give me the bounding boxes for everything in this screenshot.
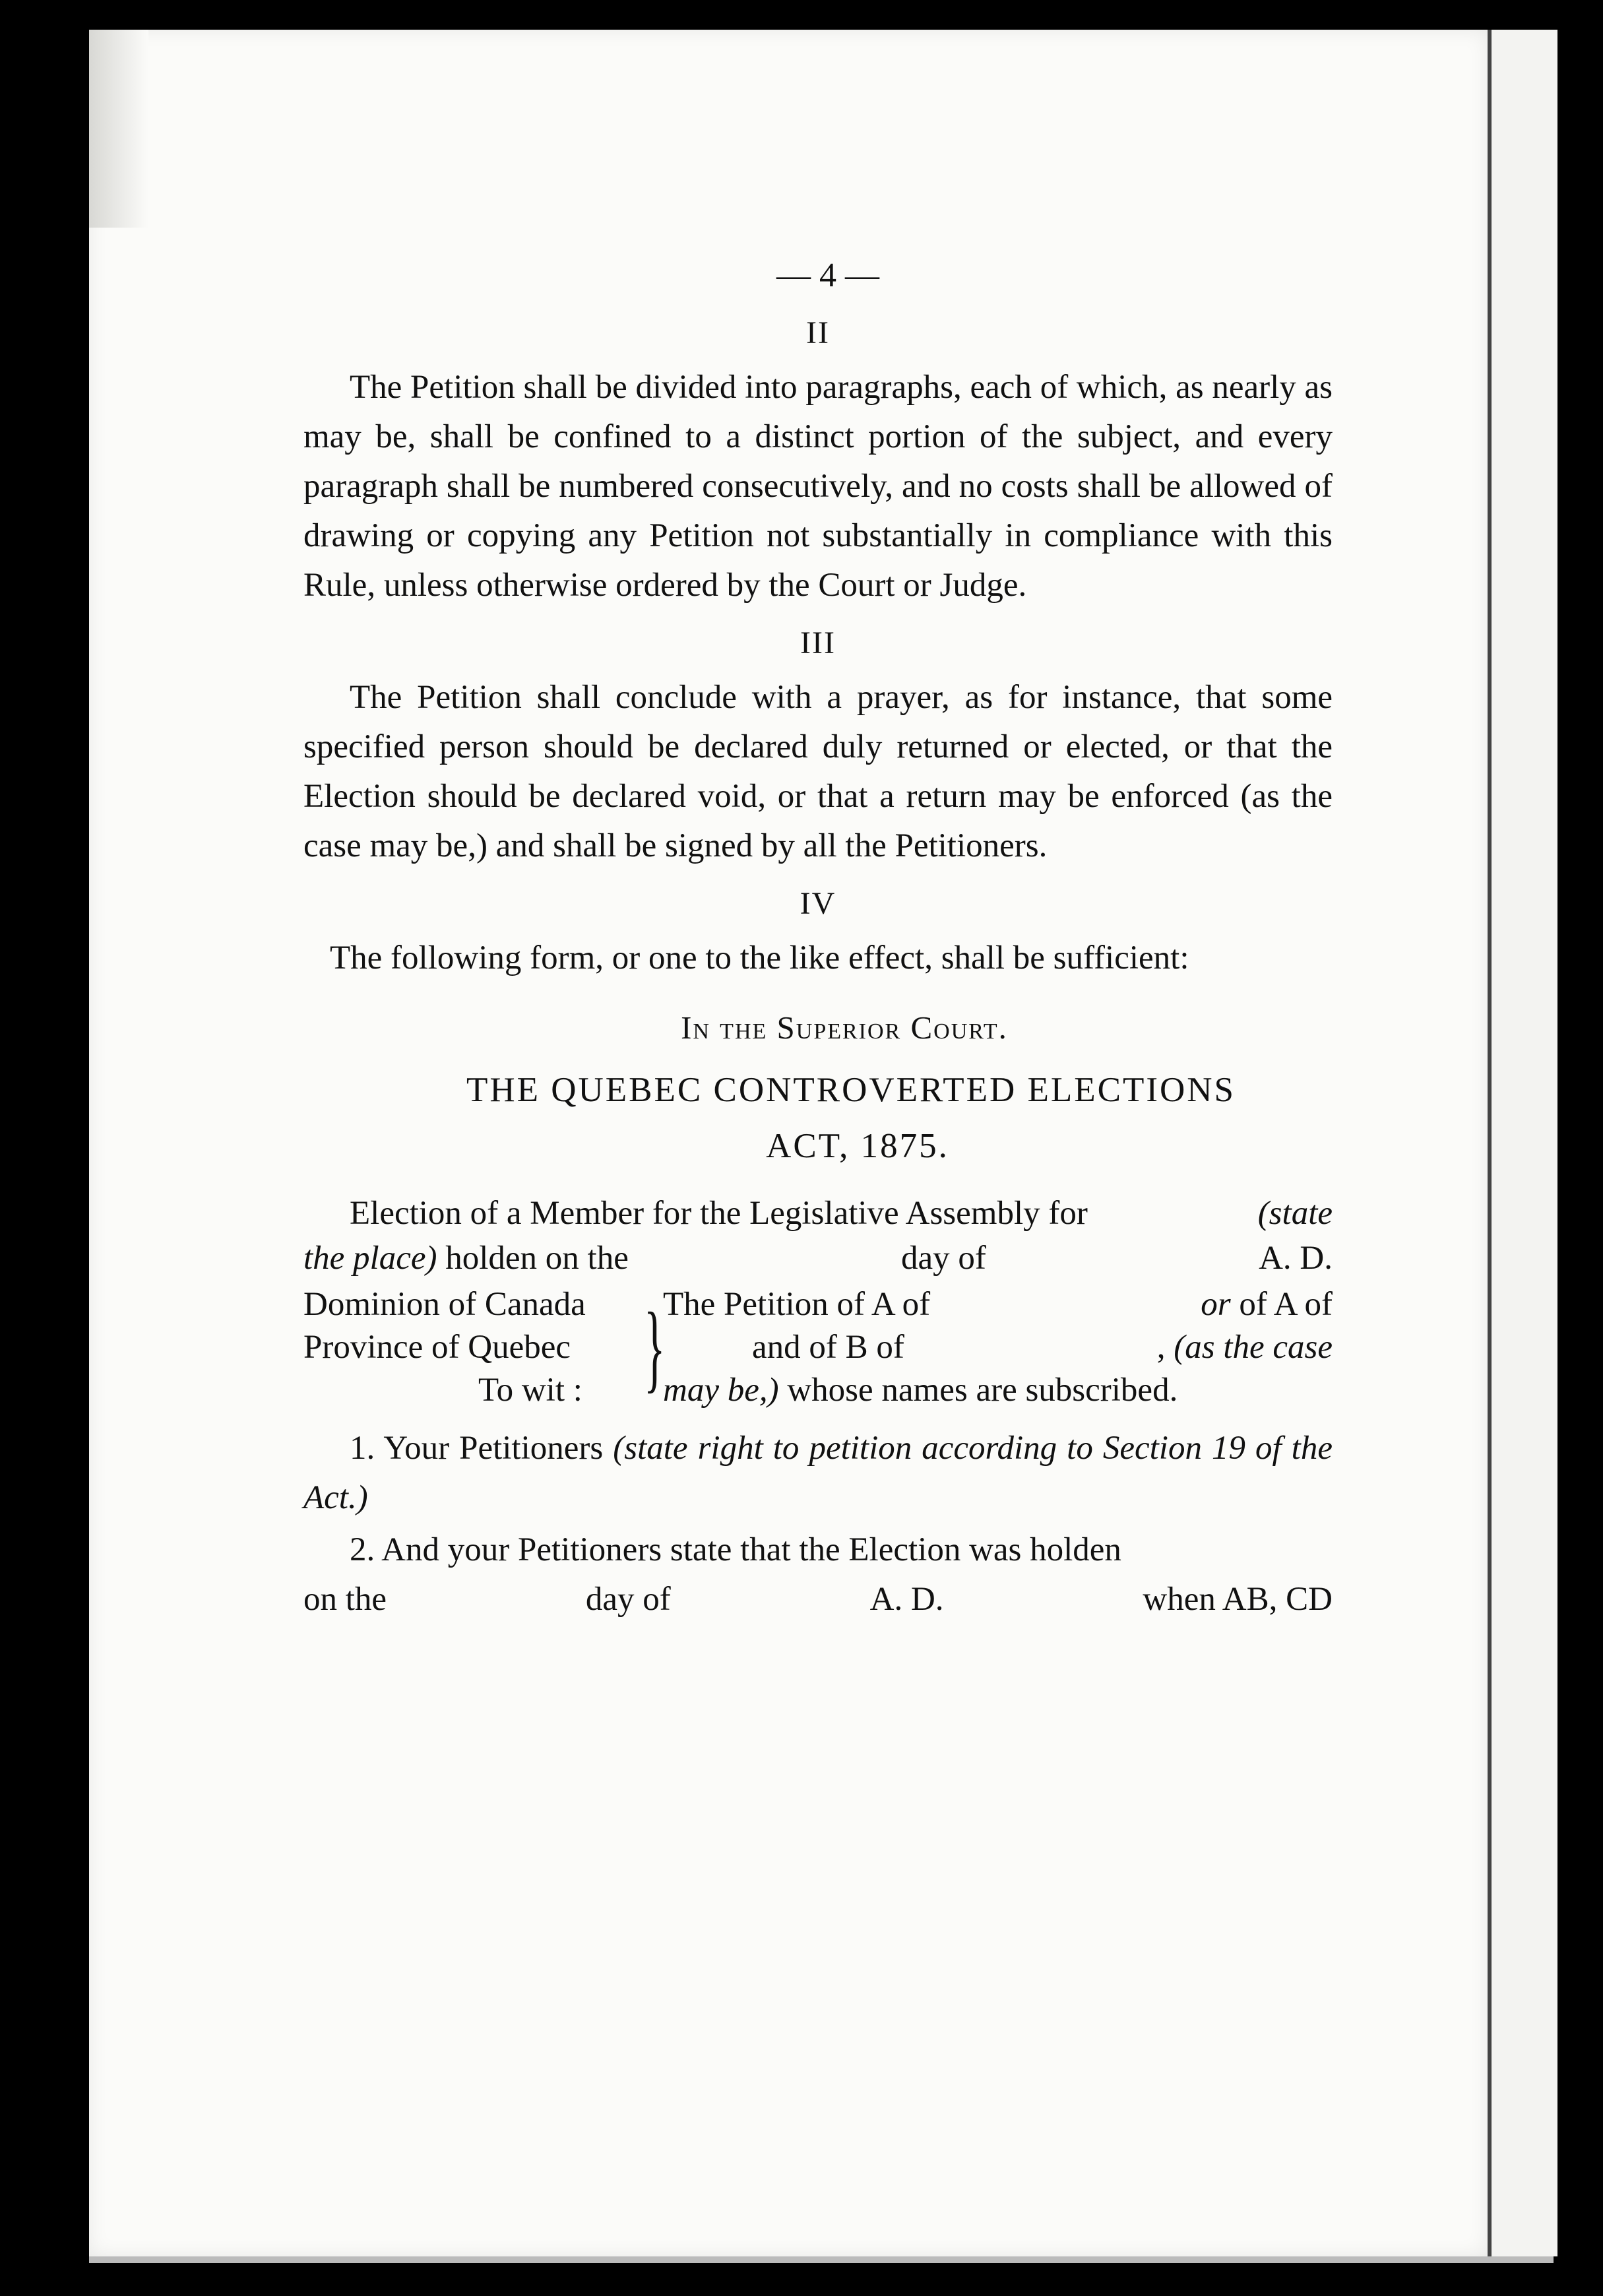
- section-body-iv: The following form, or one to the like effect, shall be sufficient:: [330, 940, 1189, 976]
- petition-comma: ,: [1156, 1329, 1166, 1366]
- paragraph-1: [303, 1424, 1333, 1523]
- paragraph-2: 2. And your Petitioners state that the Election was holden: [350, 1531, 1121, 1568]
- petition-text: [663, 1283, 1333, 1412]
- para2-when: when AB, CD: [1143, 1581, 1333, 1618]
- election-line1-italic: (state: [1257, 1195, 1333, 1232]
- province-label: Province of Quebec: [303, 1329, 571, 1366]
- petition-as-case: (as the case: [1174, 1329, 1333, 1366]
- act-year: ACT, 1875.: [766, 1127, 949, 1165]
- paragraph-2-line2: [303, 1575, 1333, 1624]
- election-ad: A. D.: [1259, 1240, 1333, 1277]
- brace-glyph: }: [644, 1292, 666, 1402]
- election-day-of: day of: [901, 1240, 986, 1277]
- section-heading-iv: IV: [800, 886, 836, 921]
- petition-subscribed: whose names are subscribed.: [787, 1372, 1178, 1409]
- petition-block: [303, 1283, 1333, 1412]
- section-body-ii: The Petition shall be divided into paragraphs, each of which, as nearly as may be, shall be confined to a distinct portion of the subject, and every paragraph shall be numbered consecutively, and no costs shall be allowed of drawing or copying any Petition not substantially in compliance with this Rule, unless otherwise ordered by the Court or Judge.: [303, 369, 1333, 604]
- para1-number-text: 1. Your Petitioners: [350, 1430, 604, 1467]
- para2-ad: A. D.: [869, 1581, 944, 1618]
- jurisdiction-block: [303, 1283, 640, 1412]
- petition-line1: The Petition of A of: [663, 1286, 931, 1323]
- to-wit-label: To wit :: [478, 1372, 582, 1409]
- section-body-iii: The Petition shall conclude with a prayer, as for instance, that some specified person should be declared duly returned or elected, or that the Election should be declared void, or that a return may be enforced (as the case may be,) and shall be signed by all the Petitioners.: [303, 679, 1333, 864]
- petition-of-a: of A of: [1239, 1286, 1333, 1323]
- election-paragraph: [303, 1191, 1333, 1281]
- election-line1-text: Election of a Member for the Legislative Assembly for: [350, 1195, 1088, 1232]
- dominion-label: Dominion of Canada: [303, 1286, 586, 1323]
- election-holden: holden on the: [445, 1240, 629, 1277]
- para2-on-the: on the: [303, 1581, 387, 1618]
- para1-italic: (state right to petition according to Section 19 of the Act.): [303, 1430, 1333, 1516]
- page-number: — 4 —: [776, 257, 879, 294]
- court-heading: In the Superior Court.: [681, 1009, 1008, 1046]
- page-text: [303, 251, 1333, 1624]
- petition-may-be: may be,): [663, 1372, 779, 1409]
- section-heading-iii: III: [800, 625, 836, 660]
- page-curl-shadow: [89, 30, 148, 228]
- page-bottom-edge: [89, 2256, 1554, 2263]
- adjacent-page-edge: [1488, 30, 1557, 2256]
- section-heading-ii: II: [806, 315, 830, 350]
- act-title: THE QUEBEC CONTROVERTED ELECTIONS: [466, 1071, 1236, 1109]
- para2-day-of: day of: [585, 1581, 671, 1618]
- petition-line2: and of B of: [752, 1329, 904, 1366]
- petition-or: or: [1201, 1286, 1231, 1323]
- election-place-italic: the place): [303, 1240, 437, 1277]
